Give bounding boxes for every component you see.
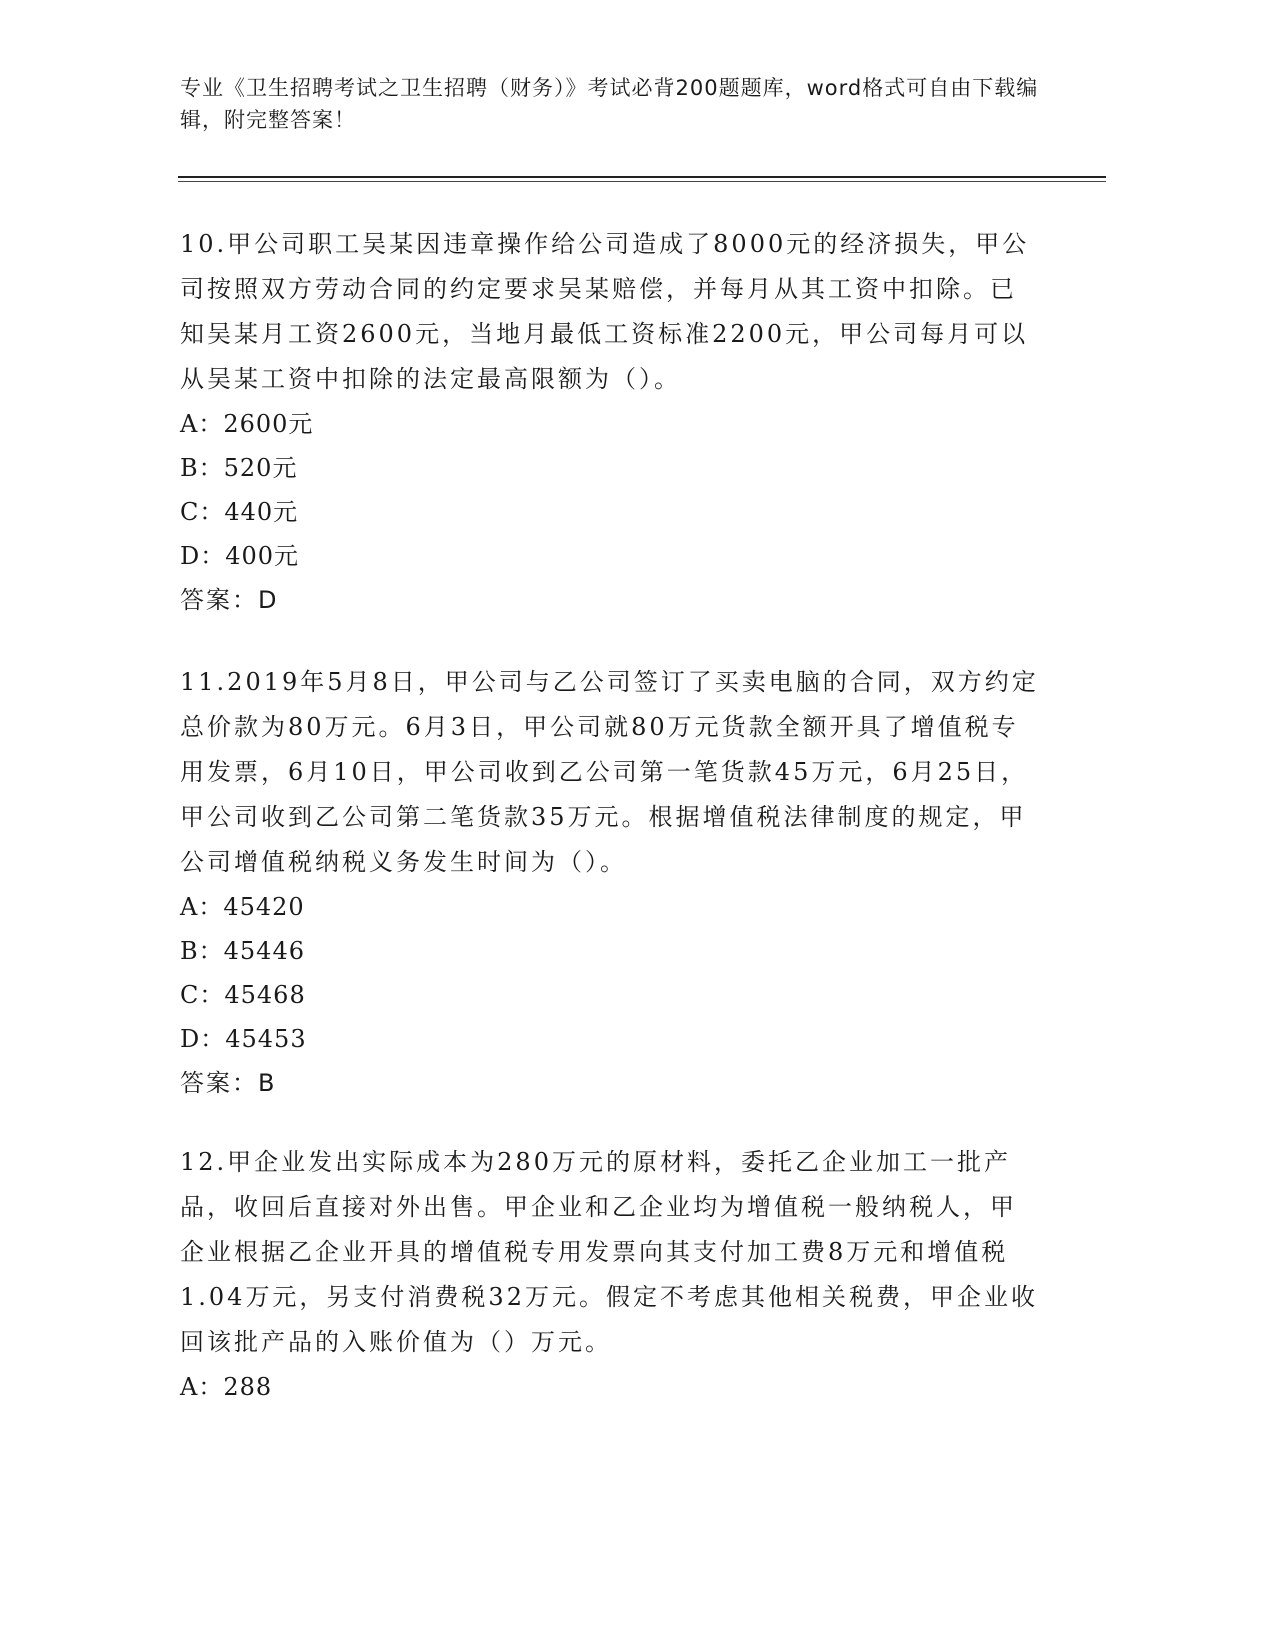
question-stem: 10.甲公司职工吴某因违章操作给公司造成了8000元的经济损失，甲公司按照双方劳动合同的约定要求吴某赔偿，并每月从其工资中扣除。已知吴某月工资2600元，当地月最低工资标准2200元，甲公司每月可以从吴某工资中扣除的法定最高限额为（）。	[180, 230, 1030, 393]
option-b: B：45446	[180, 937, 305, 965]
option-c: C：45468	[180, 981, 306, 1009]
option-a: A：288	[180, 1373, 273, 1401]
question-stem: 12.甲企业发出实际成本为280万元的原材料，委托乙企业加工一批产品，收回后直接对外出售。甲企业和乙企业均为增值税一般纳税人，甲企业根据乙企业开具的增值税专用发票向其支付加工费8万元和增值税1.04万元，另支付消费税32万元。假定不考虑其他相关税费，甲企业收回该批产品的入账价值为（）万元。	[180, 1148, 1038, 1356]
header-divider-thin	[178, 181, 1106, 182]
option-d: D：400元	[180, 542, 300, 570]
answer-line: 答案：B	[180, 1069, 277, 1097]
question-stem: 11.2019年5月8日，甲公司与乙公司签订了买卖电脑的合同，双方约定总价款为80万元。6月3日，甲公司就80万元货款全额开具了增值税专用发票，6月10日，甲公司收到乙公司第一笔货款45万元，6月25日，甲公司收到乙公司第二笔货款35万元。根据增值税法律制度的规定，甲公司增值税纳税义务发生时间为（）。	[180, 668, 1039, 876]
option-d: D：45453	[180, 1025, 307, 1053]
option-a: A：45420	[180, 893, 305, 921]
header-divider	[178, 176, 1106, 178]
option-b: B：520元	[180, 454, 298, 482]
question-10	[180, 222, 1040, 622]
question-12	[180, 1140, 1040, 1409]
page-header: 专业《卫生招聘考试之卫生招聘（财务）》考试必背200题题库，word格式可自由下载编辑，附完整答案！	[180, 76, 1039, 132]
option-c: C：440元	[180, 498, 299, 526]
question-11	[180, 660, 1040, 1105]
option-a: A：2600元	[180, 410, 314, 438]
answer-line: 答案：D	[180, 586, 279, 614]
